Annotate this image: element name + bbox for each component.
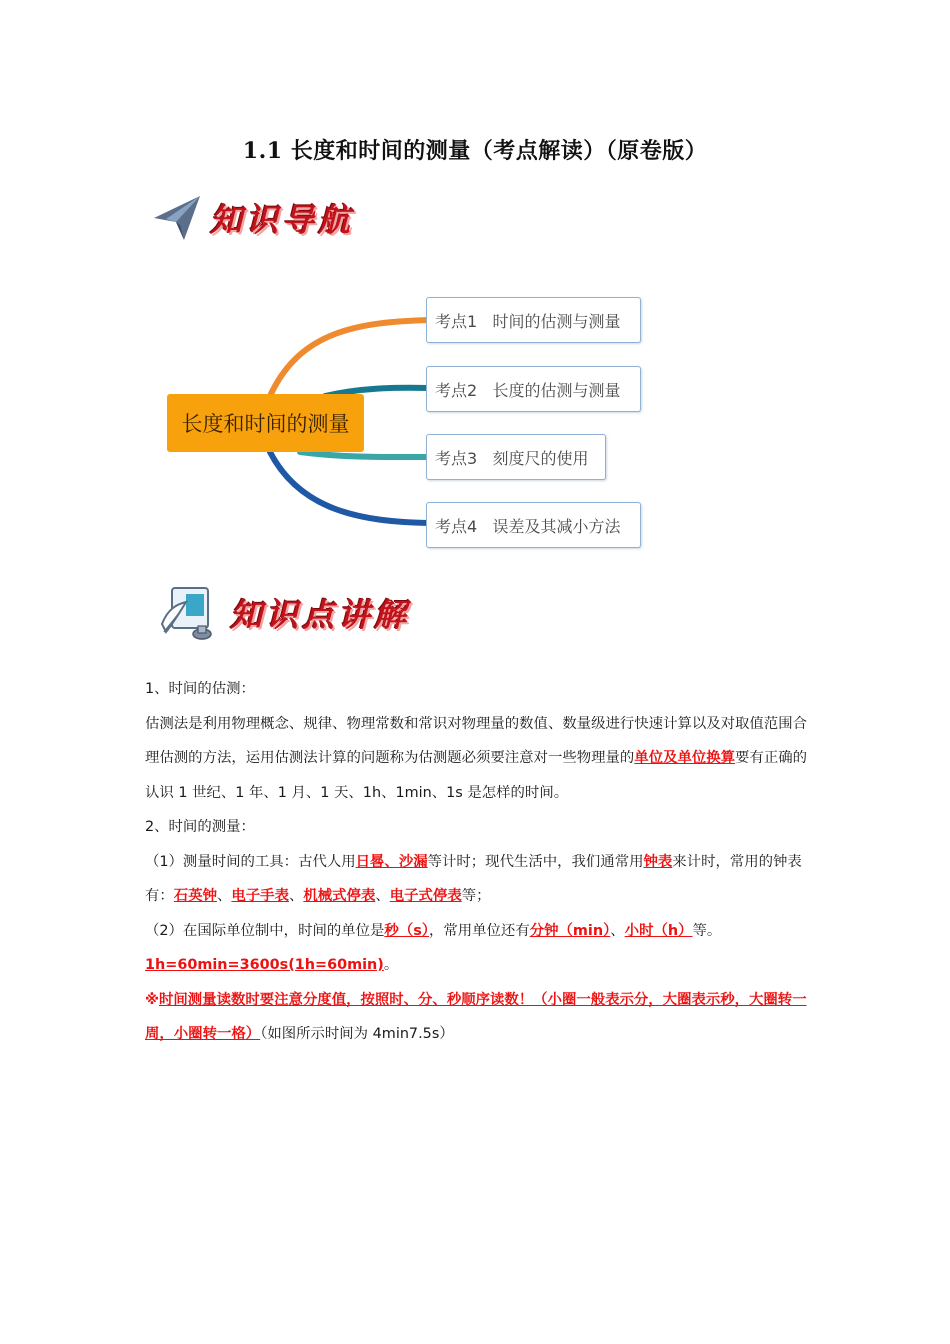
- scroll-quill-icon: [156, 582, 218, 644]
- paragraph-units: （2）在国际单位制中，时间的单位是秒（s），常用单位还有分钟（min）、小时（h）等。: [145, 922, 722, 939]
- mindmap-branch-2: 考点2 长度的估测与测量: [426, 366, 641, 412]
- banner-nav-text: 知识导航: [210, 201, 355, 239]
- connector-3: [300, 452, 430, 457]
- content-body: [145, 672, 815, 1052]
- banner-points-text: 知识点讲解: [230, 596, 411, 634]
- banner-knowledge-points: [156, 582, 410, 644]
- connector-4: [270, 452, 430, 523]
- paragraph-conversion: 1h=60min=3600s(1h=60min)。: [145, 957, 399, 973]
- paragraph-tools: （1）测量时间的工具：古代人用日晷、沙漏等计时；现代生活中，我们通常用钟表来计时，常用的钟表有：石英钟、电子手表、机械式停表、电子式停表等；: [145, 853, 802, 904]
- section-1-heading: 1、时间的估测：: [145, 681, 255, 697]
- mindmap-branch-4: 考点4 误差及其减小方法: [426, 502, 641, 548]
- connector-1: [270, 320, 430, 396]
- page-title: 1.1 长度和时间的测量（考点解读）（原卷版）: [242, 138, 708, 164]
- paragraph-reading-tip: ※时间测量读数时要注意分度值，按照时、分、秒顺序读数！（小圈一般表示分，大圈表示秒，大圈转一周，小圈转一格）（如图所示时间为 4min7.5s）: [145, 991, 807, 1042]
- paragraph-estimation: 估测法是利用物理概念、规律、物理常数和常识对物理量的数值、数量级进行快速计算以及对取值范围合理估测的方法，运用估测法计算的问题称为估测题必须要注意对一些物理量的单位及单位换算要有正确的认识 1 世纪、1 年、1 月、1 天、1h、1min、1s 是怎样的时间。: [145, 715, 808, 801]
- section-2-heading: 2、时间的测量：: [145, 819, 255, 835]
- mindmap-root: 长度和时间的测量: [167, 394, 364, 452]
- mindmap-branch-3: 考点3 刻度尺的使用: [426, 434, 606, 480]
- mindmap-branch-1: 考点1 时间的估测与测量: [426, 297, 641, 343]
